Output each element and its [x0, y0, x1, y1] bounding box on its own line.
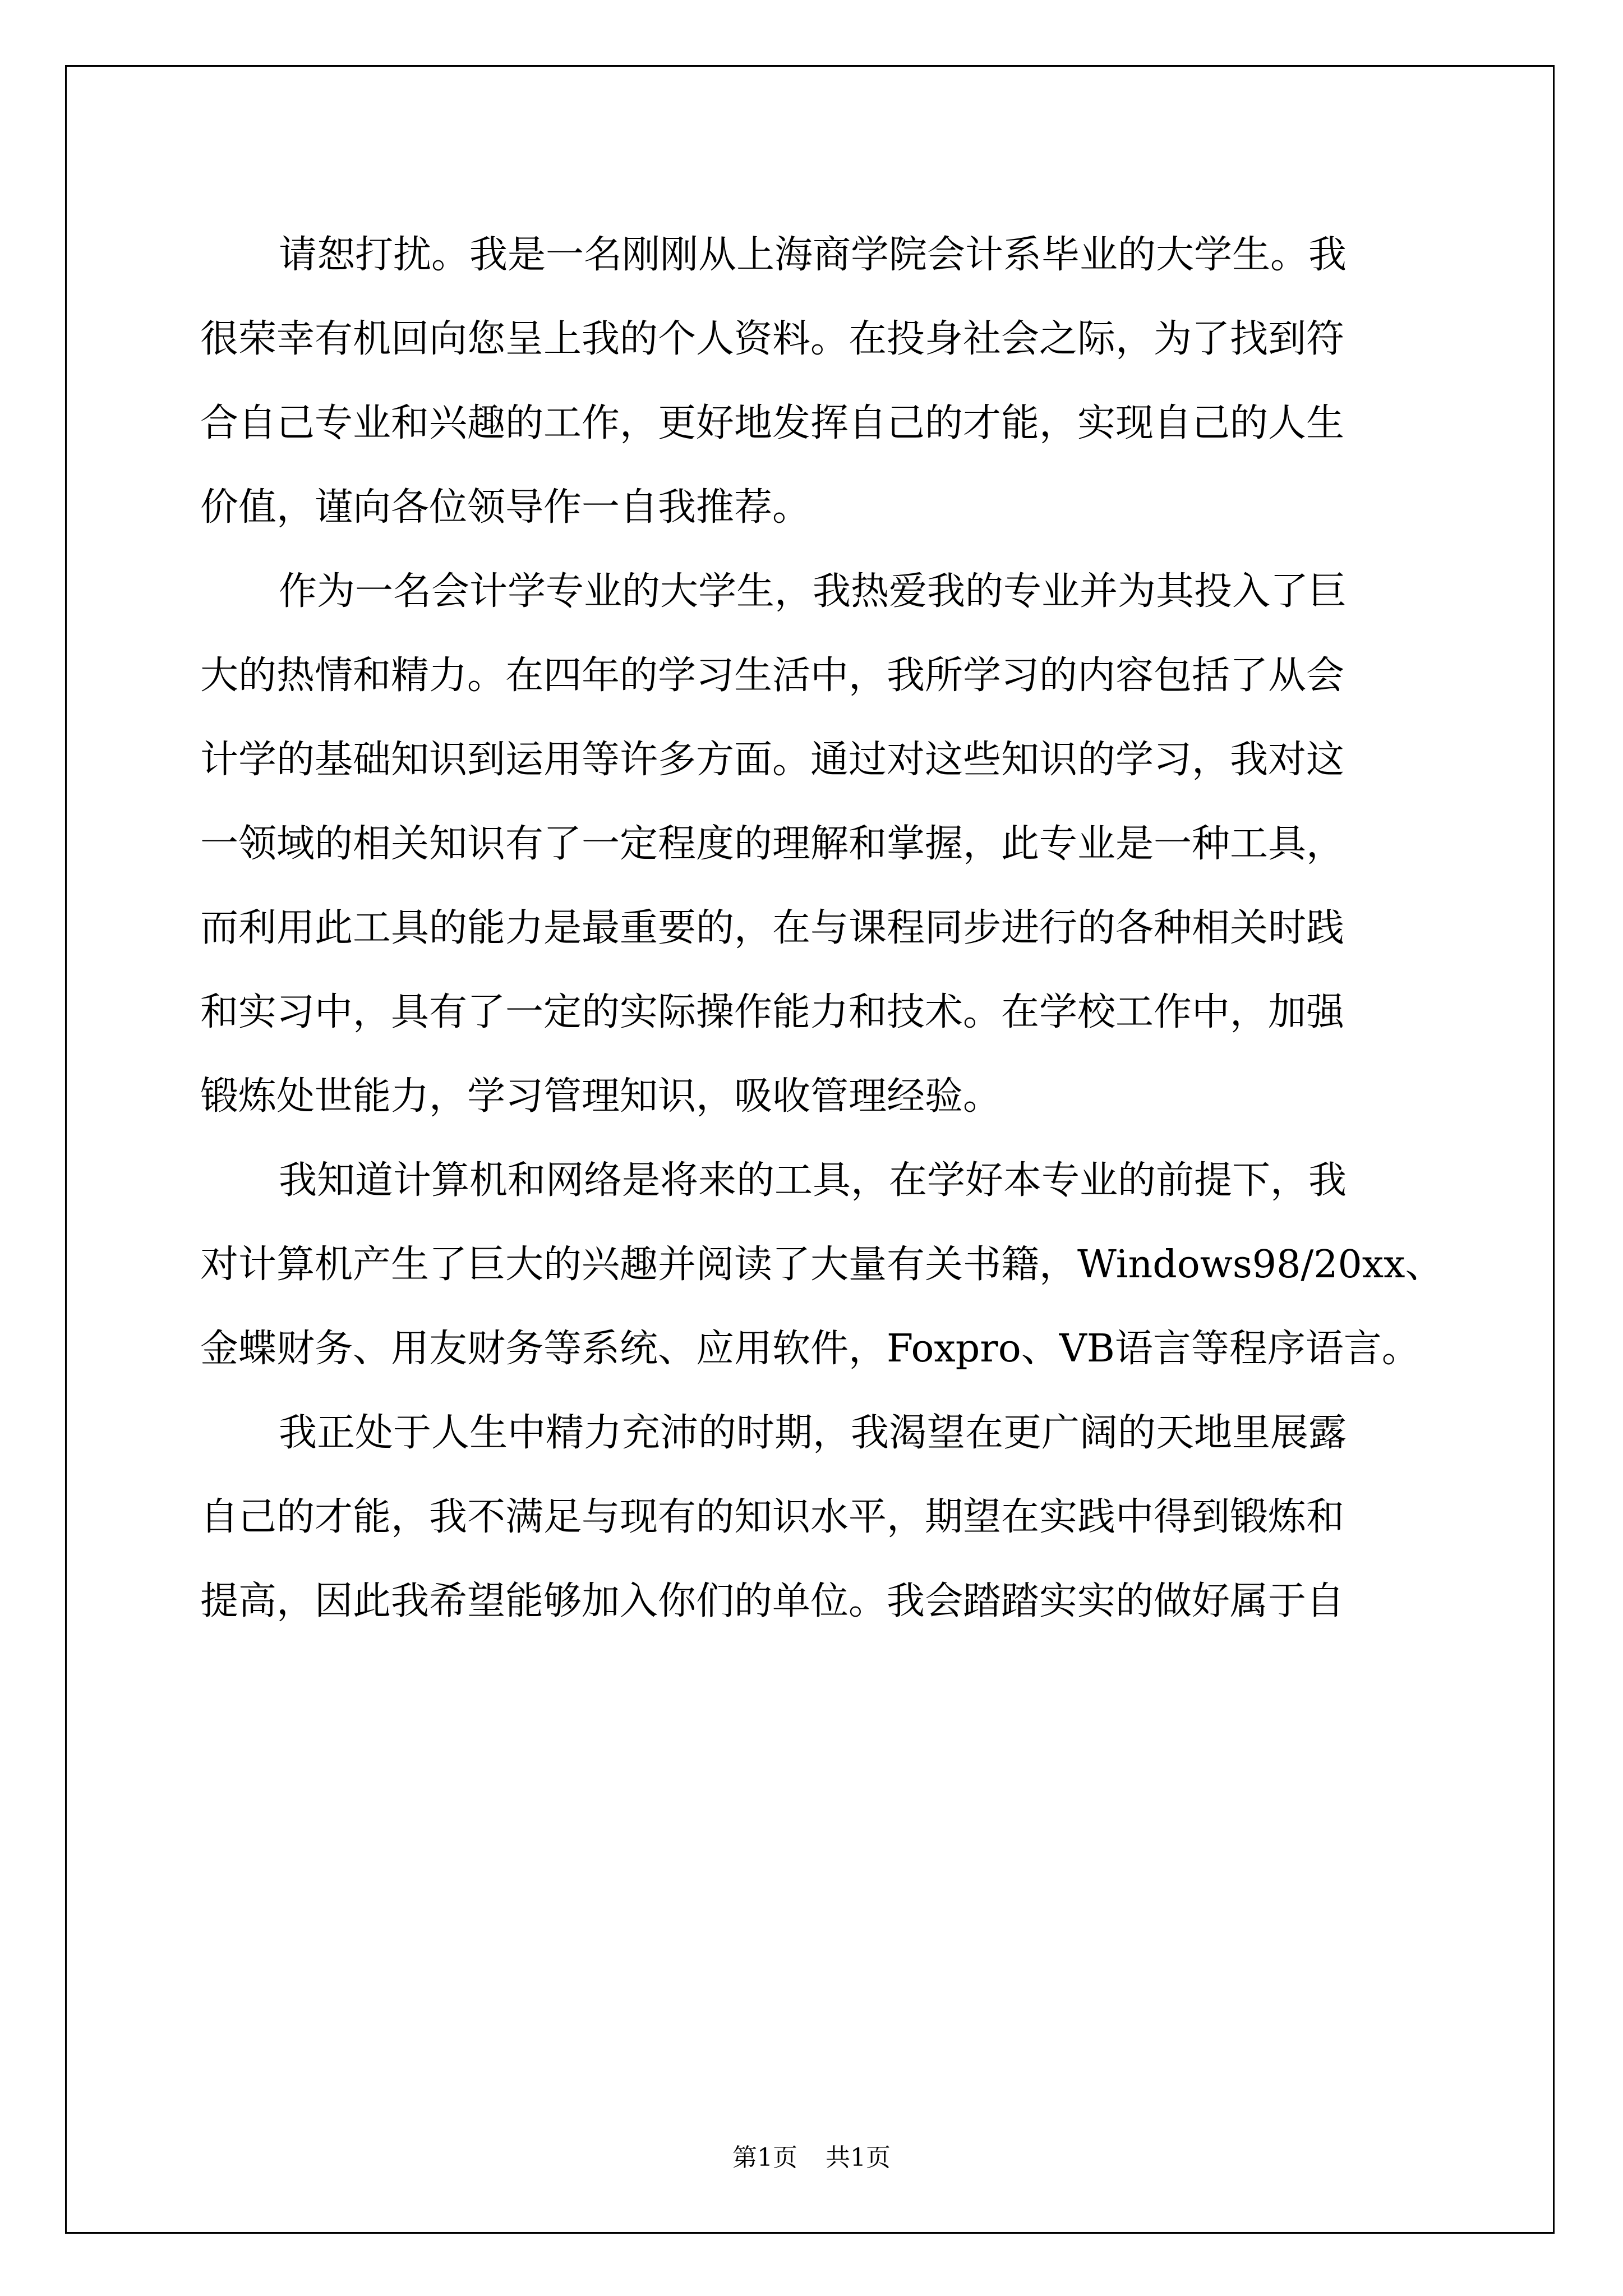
- text-line: 自己的才能，我不满足与现有的知识水平，期望在实践中得到锻炼和: [200, 1495, 1345, 1539]
- text-line: 大的热情和精力。在四年的学习生活中，我所学习的内容包括了从会: [200, 654, 1345, 698]
- text-line: 我正处于人生中精力充沛的时期，我渴望在更广阔的天地里展露: [279, 1411, 1347, 1455]
- text-line: 计学的基础知识到运用等许多方面。通过对这些知识的学习，我对这: [200, 738, 1345, 782]
- text-line: 金蝶财务、用友财务等系统、应用软件，Foxpro、VB语言等程序语言。: [200, 1327, 1420, 1371]
- paragraph: [200, 550, 1434, 1139]
- text-line: 请恕打扰。我是一名刚刚从上海商学院会计系毕业的大学生。我: [279, 233, 1347, 277]
- text-line: 一领域的相关知识有了一定程度的理解和掌握，此专业是一种工具，: [200, 822, 1345, 866]
- document-body: [200, 213, 1444, 1644]
- text-line: 作为一名会计学专业的大学生，我热爱我的专业并为其投入了巨: [279, 569, 1347, 614]
- text-line: 提高，因此我希望能够加入你们的单位。我会踏踏实实的做好属于自: [200, 1579, 1345, 1623]
- text-line: 价值，谨向各位领导作一自我推荐。: [200, 485, 811, 530]
- text-line: 对计算机产生了巨大的兴趣并阅读了大量有关书籍，Windows98/20xx、: [200, 1243, 1444, 1287]
- text-line: 很荣幸有机回向您呈上我的个人资料。在投身社会之际，为了找到符: [200, 317, 1345, 361]
- text-line: 和实习中，具有了一定的实际操作能力和技术。在学校工作中，加强: [200, 990, 1345, 1034]
- paragraph: [200, 1139, 1444, 1391]
- paragraph: [200, 213, 1434, 550]
- text-line: 我知道计算机和网络是将来的工具，在学好本专业的前提下，我: [279, 1158, 1347, 1203]
- page-footer: [0, 2137, 1623, 2173]
- page-total: 共1页: [826, 2143, 891, 2172]
- text-line: 而利用此工具的能力是最重要的，在与课程同步进行的各种相关时践: [200, 906, 1345, 950]
- text-line: 锻炼处世能力，学习管理知识，吸收管理经验。: [200, 1074, 1002, 1119]
- paragraph: [200, 1391, 1434, 1644]
- page-number: 第1页: [732, 2143, 797, 2172]
- text-line: 合自己专业和兴趣的工作，更好地发挥自己的才能，实现自己的人生: [200, 401, 1345, 445]
